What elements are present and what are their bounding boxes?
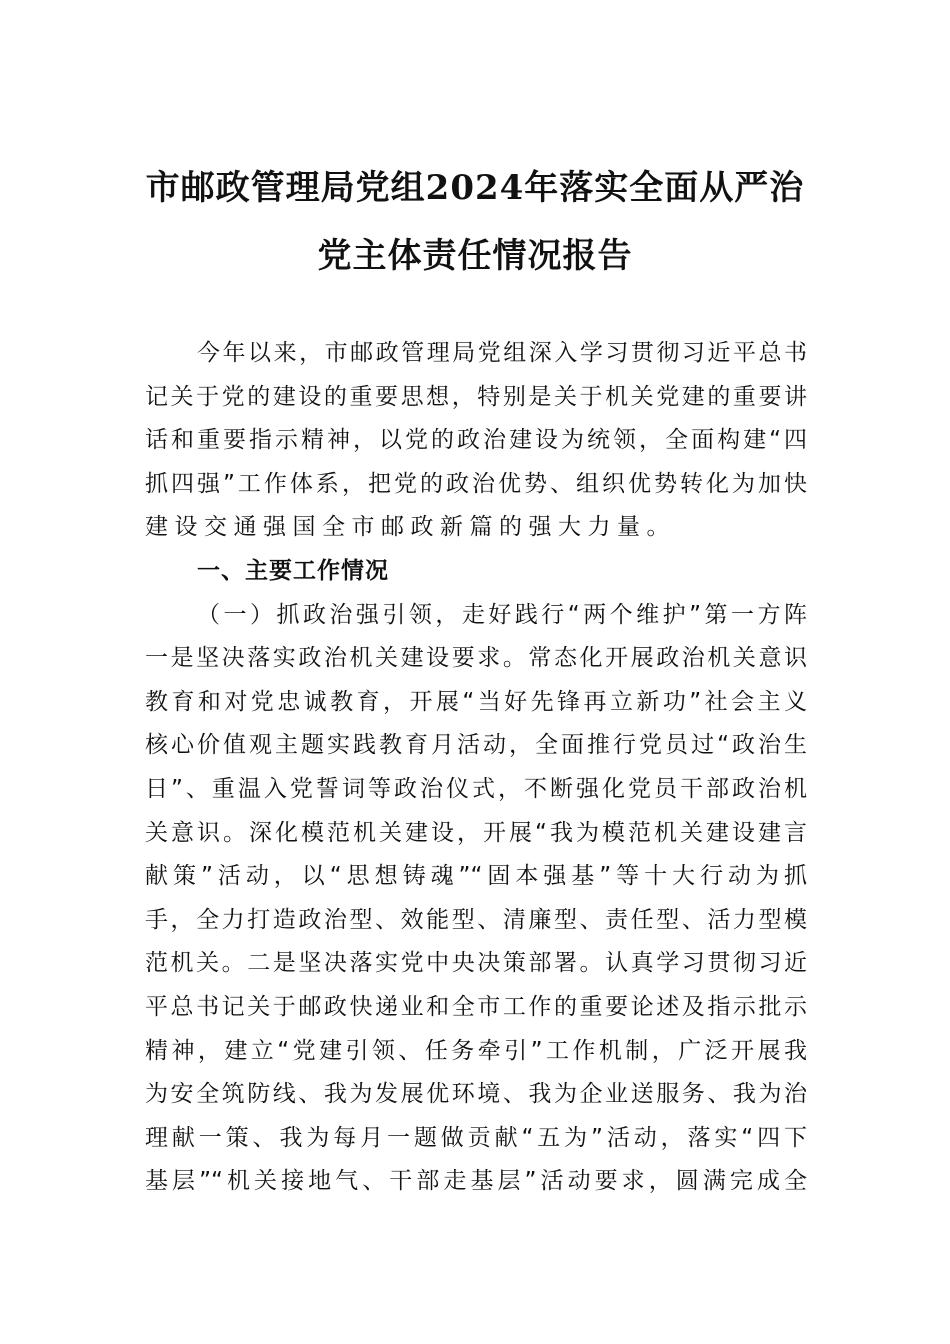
body-line: 教育和对党忠诚教育，开展“当好先锋再立新功”社会主义 (145, 688, 807, 715)
body-line: 基层”“机关接地气、干部走基层”活动要求，圆满完成全 (145, 1168, 807, 1195)
section-heading: 一、主要工作情况 (197, 557, 389, 584)
document-title-line-1: 市邮政管理局党组2024年落实全面从严治 (145, 168, 805, 208)
document-body (145, 332, 807, 1204)
document-title-line-2: 党主体责任情况报告 (317, 236, 633, 276)
body-line: 一是坚决落实政治机关建设要求。常态化开展政治机关意识 (145, 645, 807, 672)
body-line: 献策”活动，以“思想铸魂”“固本强基”等十大行动为抓 (145, 863, 807, 890)
intro-line: 话和重要指示精神，以党的政治建设为统领，全面构建“四 (145, 427, 807, 454)
body-line: 平总书记关于邮政快递业和全市工作的重要论述及指示批示 (145, 993, 807, 1020)
body-line: 为安全筑防线、我为发展优环境、我为企业送服务、我为治 (145, 1081, 807, 1108)
intro-line: 今年以来，市邮政管理局党组深入学习贯彻习近平总书 (197, 340, 807, 366)
intro-line: 记关于党的建设的重要思想，特别是关于机关党建的重要讲 (145, 383, 807, 410)
body-line: 核心价值观主题实践教育月活动，全面推行党员过“政治生 (145, 732, 807, 759)
body-line: 手，全力打造政治型、效能型、清廉型、责任型、活力型模 (145, 906, 807, 933)
body-line: 精神，建立“党建引领、任务牵引”工作机制，广泛开展我 (145, 1037, 807, 1064)
intro-line: 抓四强”工作体系，把党的政治优势、组织优势转化为加快 (145, 470, 807, 497)
body-line: 关意识。深化模范机关建设，开展“我为模范机关建设建言 (145, 819, 807, 846)
subsection-heading: （一）抓政治强引领，走好践行“两个维护”第一方阵 (197, 601, 807, 628)
body-line: 日”、重温入党誓词等政治仪式，不断强化党员干部政治机 (145, 775, 807, 802)
body-line: 范机关。二是坚决落实党中央决策部署。认真学习贯彻习近 (145, 950, 807, 977)
intro-line: 建设交通强国全市邮政新篇的强大力量。 (145, 514, 676, 541)
body-line: 理献一策、我为每月一题做贡献“五为”活动，落实“四下 (145, 1124, 807, 1151)
